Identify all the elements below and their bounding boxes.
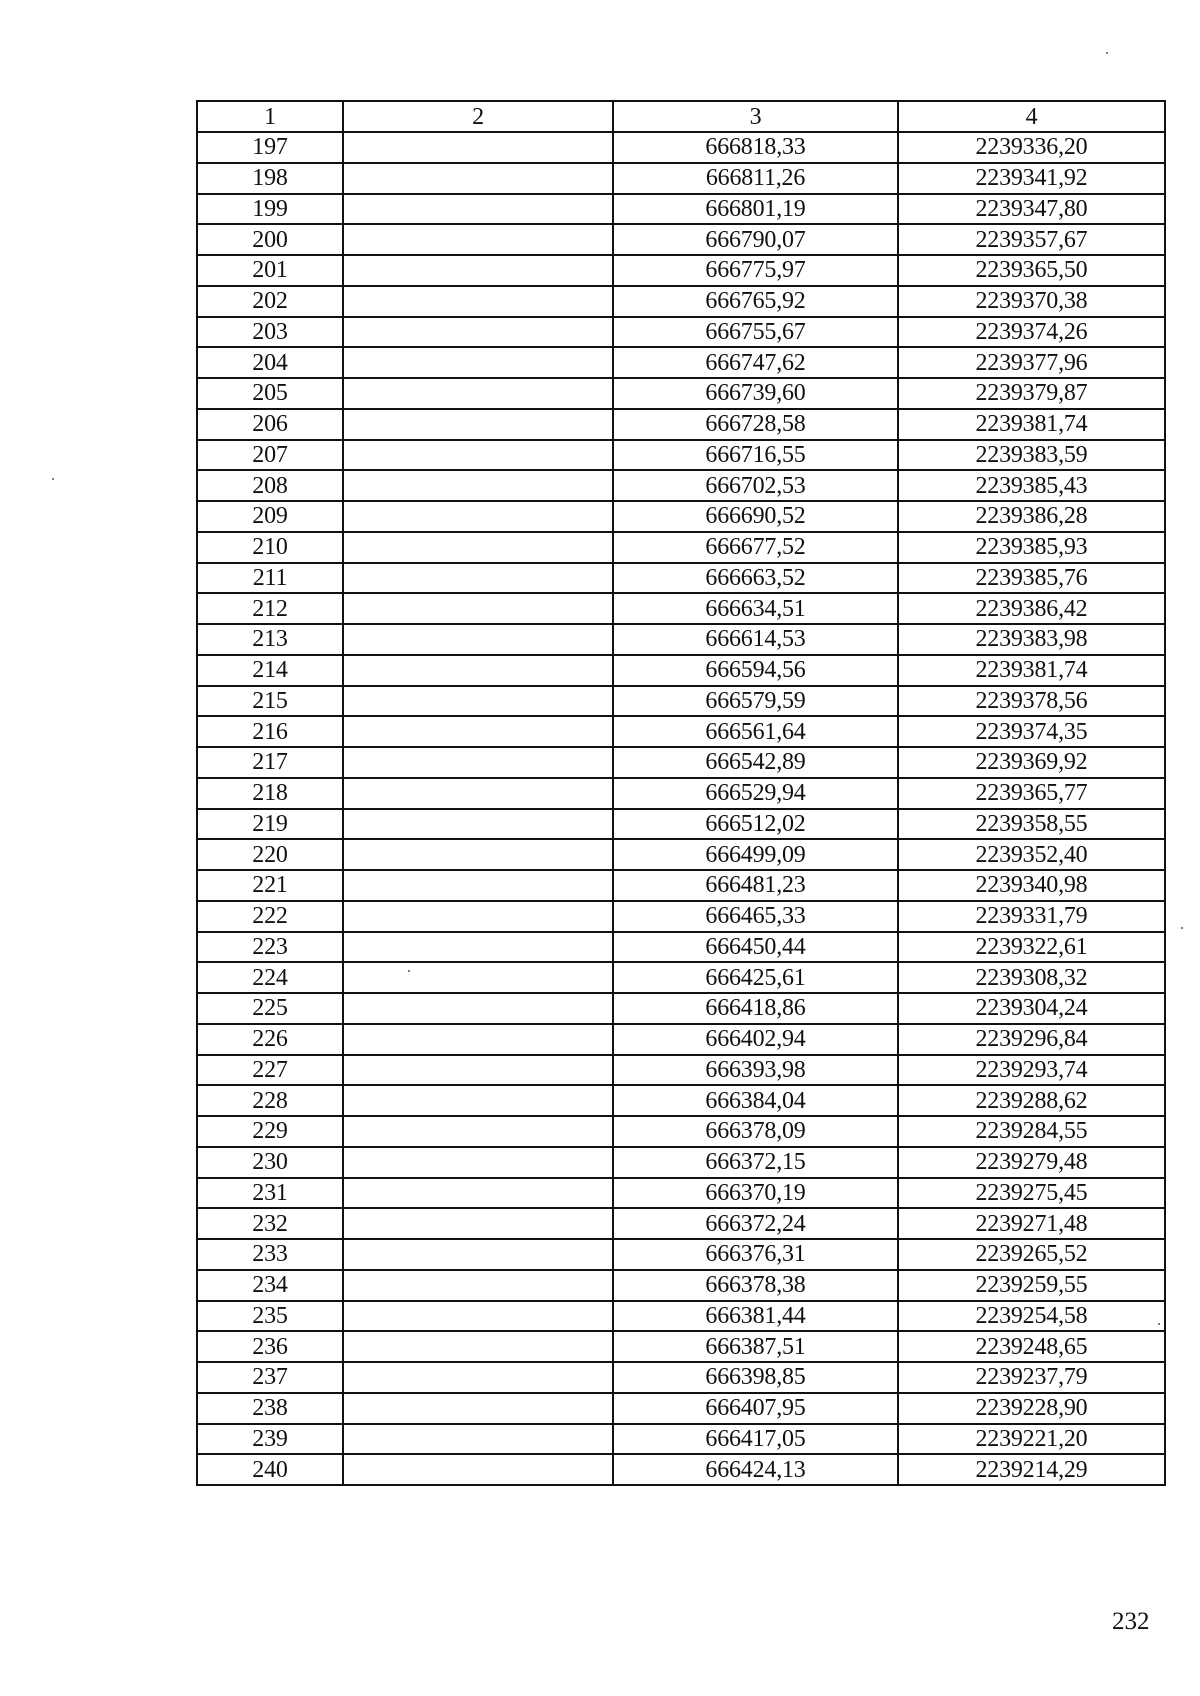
- y-coordinate-cell: 2239347,80: [898, 194, 1165, 225]
- description-cell: [343, 809, 613, 840]
- x-coordinate-cell: 666418,86: [613, 993, 898, 1024]
- description-cell: [343, 932, 613, 963]
- description-cell: [343, 132, 613, 163]
- table-row: [197, 378, 1165, 409]
- table-row: [197, 409, 1165, 440]
- x-coordinate-cell: 666634,51: [613, 593, 898, 624]
- description-cell: [343, 1024, 613, 1055]
- point-number-cell: 231: [197, 1178, 343, 1209]
- description-cell: [343, 409, 613, 440]
- point-number-cell: 230: [197, 1147, 343, 1178]
- y-coordinate-cell: 2239271,48: [898, 1208, 1165, 1239]
- y-coordinate-cell: 2239385,93: [898, 532, 1165, 563]
- y-coordinate-cell: 2239357,67: [898, 224, 1165, 255]
- point-number-cell: 226: [197, 1024, 343, 1055]
- y-coordinate-cell: 2239304,24: [898, 993, 1165, 1024]
- y-coordinate-cell: 2239308,32: [898, 962, 1165, 993]
- point-number-cell: 197: [197, 132, 343, 163]
- x-coordinate-cell: 666372,24: [613, 1208, 898, 1239]
- point-number-cell: 237: [197, 1362, 343, 1393]
- point-number-cell: 222: [197, 901, 343, 932]
- description-cell: [343, 563, 613, 594]
- description-cell: [343, 1085, 613, 1116]
- x-coordinate-cell: 666512,02: [613, 809, 898, 840]
- point-number-cell: 203: [197, 317, 343, 348]
- point-number-cell: 211: [197, 563, 343, 594]
- table-row: [197, 470, 1165, 501]
- point-number-cell: 200: [197, 224, 343, 255]
- description-cell: [343, 839, 613, 870]
- description-cell: [343, 501, 613, 532]
- y-coordinate-cell: 2239370,38: [898, 286, 1165, 317]
- x-coordinate-cell: 666398,85: [613, 1362, 898, 1393]
- y-coordinate-cell: 2239383,59: [898, 440, 1165, 471]
- description-cell: [343, 286, 613, 317]
- description-cell: [343, 532, 613, 563]
- point-number-cell: 212: [197, 593, 343, 624]
- y-coordinate-cell: 2239221,20: [898, 1424, 1165, 1455]
- table-row: [197, 1208, 1165, 1239]
- x-coordinate-cell: 666755,67: [613, 317, 898, 348]
- table-row: [197, 1301, 1165, 1332]
- y-coordinate-cell: 2239374,26: [898, 317, 1165, 348]
- description-cell: [343, 747, 613, 778]
- point-number-cell: 209: [197, 501, 343, 532]
- description-cell: [343, 901, 613, 932]
- point-number-cell: 232: [197, 1208, 343, 1239]
- y-coordinate-cell: 2239365,50: [898, 255, 1165, 286]
- y-coordinate-cell: 2239381,74: [898, 409, 1165, 440]
- point-number-cell: 218: [197, 778, 343, 809]
- x-coordinate-cell: 666818,33: [613, 132, 898, 163]
- description-cell: [343, 347, 613, 378]
- table-row: [197, 1116, 1165, 1147]
- table-row: [197, 839, 1165, 870]
- table-row: [197, 624, 1165, 655]
- x-coordinate-cell: 666702,53: [613, 470, 898, 501]
- description-cell: [343, 870, 613, 901]
- y-coordinate-cell: 2239378,56: [898, 686, 1165, 717]
- x-coordinate-cell: 666716,55: [613, 440, 898, 471]
- point-number-cell: 213: [197, 624, 343, 655]
- table-row: [197, 224, 1165, 255]
- x-coordinate-cell: 666372,15: [613, 1147, 898, 1178]
- point-number-cell: 233: [197, 1239, 343, 1270]
- description-cell: [343, 686, 613, 717]
- x-coordinate-cell: 666370,19: [613, 1178, 898, 1209]
- table-row: [197, 1362, 1165, 1393]
- table-row: [197, 317, 1165, 348]
- scan-speck: [1181, 927, 1183, 929]
- x-coordinate-cell: 666378,38: [613, 1270, 898, 1301]
- x-coordinate-cell: 666728,58: [613, 409, 898, 440]
- y-coordinate-cell: 2239377,96: [898, 347, 1165, 378]
- y-coordinate-cell: 2239288,62: [898, 1085, 1165, 1116]
- table-row: [197, 1178, 1165, 1209]
- table-row: [197, 1454, 1165, 1485]
- y-coordinate-cell: 2239385,76: [898, 563, 1165, 594]
- y-coordinate-cell: 2239296,84: [898, 1024, 1165, 1055]
- y-coordinate-cell: 2239322,61: [898, 932, 1165, 963]
- y-coordinate-cell: 2239358,55: [898, 809, 1165, 840]
- y-coordinate-cell: 2239365,77: [898, 778, 1165, 809]
- point-number-cell: 214: [197, 655, 343, 686]
- table-row: [197, 1239, 1165, 1270]
- description-cell: [343, 1270, 613, 1301]
- table-row: [197, 286, 1165, 317]
- description-cell: [343, 1178, 613, 1209]
- description-cell: [343, 993, 613, 1024]
- table-row: [197, 255, 1165, 286]
- point-number-cell: 207: [197, 440, 343, 471]
- table-body: [197, 132, 1165, 1485]
- point-number-cell: 229: [197, 1116, 343, 1147]
- y-coordinate-cell: 2239341,92: [898, 163, 1165, 194]
- description-cell: [343, 1362, 613, 1393]
- description-cell: [343, 1454, 613, 1485]
- table-row: [197, 532, 1165, 563]
- y-coordinate-cell: 2239228,90: [898, 1393, 1165, 1424]
- point-number-cell: 235: [197, 1301, 343, 1332]
- x-coordinate-cell: 666614,53: [613, 624, 898, 655]
- x-coordinate-cell: 666775,97: [613, 255, 898, 286]
- point-number-cell: 204: [197, 347, 343, 378]
- point-number-cell: 220: [197, 839, 343, 870]
- x-coordinate-cell: 666402,94: [613, 1024, 898, 1055]
- description-cell: [343, 470, 613, 501]
- point-number-cell: 238: [197, 1393, 343, 1424]
- table-row: [197, 1055, 1165, 1086]
- x-coordinate-cell: 666381,44: [613, 1301, 898, 1332]
- y-coordinate-cell: 2239352,40: [898, 839, 1165, 870]
- x-coordinate-cell: 666376,31: [613, 1239, 898, 1270]
- x-coordinate-cell: 666739,60: [613, 378, 898, 409]
- description-cell: [343, 716, 613, 747]
- y-coordinate-cell: 2239237,79: [898, 1362, 1165, 1393]
- x-coordinate-cell: 666529,94: [613, 778, 898, 809]
- description-cell: [343, 1331, 613, 1362]
- x-coordinate-cell: 666790,07: [613, 224, 898, 255]
- y-coordinate-cell: 2239331,79: [898, 901, 1165, 932]
- point-number-cell: 240: [197, 1454, 343, 1485]
- description-cell: [343, 224, 613, 255]
- x-coordinate-cell: 666542,89: [613, 747, 898, 778]
- x-coordinate-cell: 666425,61: [613, 962, 898, 993]
- y-coordinate-cell: 2239383,98: [898, 624, 1165, 655]
- table-row: [197, 1024, 1165, 1055]
- table-header-row: [197, 101, 1165, 132]
- x-coordinate-cell: 666690,52: [613, 501, 898, 532]
- x-coordinate-cell: 666424,13: [613, 1454, 898, 1485]
- y-coordinate-cell: 2239265,52: [898, 1239, 1165, 1270]
- point-number-cell: 217: [197, 747, 343, 778]
- table-row: [197, 870, 1165, 901]
- y-coordinate-cell: 2239385,43: [898, 470, 1165, 501]
- x-coordinate-cell: 666450,44: [613, 932, 898, 963]
- table-row: [197, 1270, 1165, 1301]
- description-cell: [343, 317, 613, 348]
- point-number-cell: 225: [197, 993, 343, 1024]
- description-cell: [343, 593, 613, 624]
- x-coordinate-cell: 666384,04: [613, 1085, 898, 1116]
- table-row: [197, 901, 1165, 932]
- x-coordinate-cell: 666765,92: [613, 286, 898, 317]
- y-coordinate-cell: 2239374,35: [898, 716, 1165, 747]
- column-header-4: 4: [898, 101, 1165, 132]
- x-coordinate-cell: 666393,98: [613, 1055, 898, 1086]
- table-row: [197, 993, 1165, 1024]
- x-coordinate-cell: 666499,09: [613, 839, 898, 870]
- table-row: [197, 194, 1165, 225]
- y-coordinate-cell: 2239379,87: [898, 378, 1165, 409]
- x-coordinate-cell: 666677,52: [613, 532, 898, 563]
- point-number-cell: 202: [197, 286, 343, 317]
- point-number-cell: 227: [197, 1055, 343, 1086]
- y-coordinate-cell: 2239386,28: [898, 501, 1165, 532]
- y-coordinate-cell: 2239214,29: [898, 1454, 1165, 1485]
- description-cell: [343, 163, 613, 194]
- table-row: [197, 440, 1165, 471]
- point-number-cell: 234: [197, 1270, 343, 1301]
- table-row: [197, 962, 1165, 993]
- table-row: [197, 163, 1165, 194]
- y-coordinate-cell: 2239381,74: [898, 655, 1165, 686]
- point-number-cell: 239: [197, 1424, 343, 1455]
- point-number-cell: 223: [197, 932, 343, 963]
- y-coordinate-cell: 2239340,98: [898, 870, 1165, 901]
- y-coordinate-cell: 2239293,74: [898, 1055, 1165, 1086]
- page-number: 232: [1112, 1608, 1150, 1635]
- table-row: [197, 716, 1165, 747]
- y-coordinate-cell: 2239259,55: [898, 1270, 1165, 1301]
- table-header: [197, 101, 1165, 132]
- coordinates-table: [196, 100, 1166, 1486]
- point-number-cell: 221: [197, 870, 343, 901]
- x-coordinate-cell: 666407,95: [613, 1393, 898, 1424]
- table-row: [197, 593, 1165, 624]
- x-coordinate-cell: 666801,19: [613, 194, 898, 225]
- description-cell: [343, 624, 613, 655]
- x-coordinate-cell: 666594,56: [613, 655, 898, 686]
- description-cell: [343, 1055, 613, 1086]
- point-number-cell: 219: [197, 809, 343, 840]
- point-number-cell: 236: [197, 1331, 343, 1362]
- y-coordinate-cell: 2239369,92: [898, 747, 1165, 778]
- point-number-cell: 208: [197, 470, 343, 501]
- table-row: [197, 778, 1165, 809]
- description-cell: [343, 1116, 613, 1147]
- description-cell: [343, 194, 613, 225]
- table-row: [197, 1085, 1165, 1116]
- point-number-cell: 201: [197, 255, 343, 286]
- table-row: [197, 347, 1165, 378]
- x-coordinate-cell: 666417,05: [613, 1424, 898, 1455]
- y-coordinate-cell: 2239254,58: [898, 1301, 1165, 1332]
- x-coordinate-cell: 666387,51: [613, 1331, 898, 1362]
- description-cell: [343, 1147, 613, 1178]
- point-number-cell: 206: [197, 409, 343, 440]
- description-cell: [343, 1208, 613, 1239]
- point-number-cell: 216: [197, 716, 343, 747]
- table-row: [197, 1331, 1165, 1362]
- column-header-3: 3: [613, 101, 898, 132]
- table-row: [197, 655, 1165, 686]
- description-cell: [343, 962, 613, 993]
- point-number-cell: 228: [197, 1085, 343, 1116]
- point-number-cell: 199: [197, 194, 343, 225]
- y-coordinate-cell: 2239386,42: [898, 593, 1165, 624]
- x-coordinate-cell: 666481,23: [613, 870, 898, 901]
- description-cell: [343, 1424, 613, 1455]
- point-number-cell: 224: [197, 962, 343, 993]
- y-coordinate-cell: 2239275,45: [898, 1178, 1165, 1209]
- scan-speck: [52, 478, 54, 480]
- description-cell: [343, 1393, 613, 1424]
- table-row: [197, 1147, 1165, 1178]
- column-header-1: 1: [197, 101, 343, 132]
- description-cell: [343, 778, 613, 809]
- x-coordinate-cell: 666579,59: [613, 686, 898, 717]
- x-coordinate-cell: 666378,09: [613, 1116, 898, 1147]
- table-row: [197, 686, 1165, 717]
- x-coordinate-cell: 666747,62: [613, 347, 898, 378]
- column-header-2: 2: [343, 101, 613, 132]
- point-number-cell: 205: [197, 378, 343, 409]
- description-cell: [343, 255, 613, 286]
- description-cell: [343, 1239, 613, 1270]
- x-coordinate-cell: 666561,64: [613, 716, 898, 747]
- y-coordinate-cell: 2239279,48: [898, 1147, 1165, 1178]
- point-number-cell: 210: [197, 532, 343, 563]
- table-row: [197, 501, 1165, 532]
- x-coordinate-cell: 666663,52: [613, 563, 898, 594]
- table-row: [197, 809, 1165, 840]
- y-coordinate-cell: 2239284,55: [898, 1116, 1165, 1147]
- description-cell: [343, 1301, 613, 1332]
- point-number-cell: 215: [197, 686, 343, 717]
- table-row: [197, 563, 1165, 594]
- y-coordinate-cell: 2239248,65: [898, 1331, 1165, 1362]
- table-row: [197, 747, 1165, 778]
- table-row: [197, 1393, 1165, 1424]
- x-coordinate-cell: 666465,33: [613, 901, 898, 932]
- point-number-cell: 198: [197, 163, 343, 194]
- description-cell: [343, 655, 613, 686]
- x-coordinate-cell: 666811,26: [613, 163, 898, 194]
- description-cell: [343, 440, 613, 471]
- y-coordinate-cell: 2239336,20: [898, 132, 1165, 163]
- table-row: [197, 1424, 1165, 1455]
- description-cell: [343, 378, 613, 409]
- table-row: [197, 132, 1165, 163]
- table-row: [197, 932, 1165, 963]
- scan-speck: [1106, 52, 1108, 54]
